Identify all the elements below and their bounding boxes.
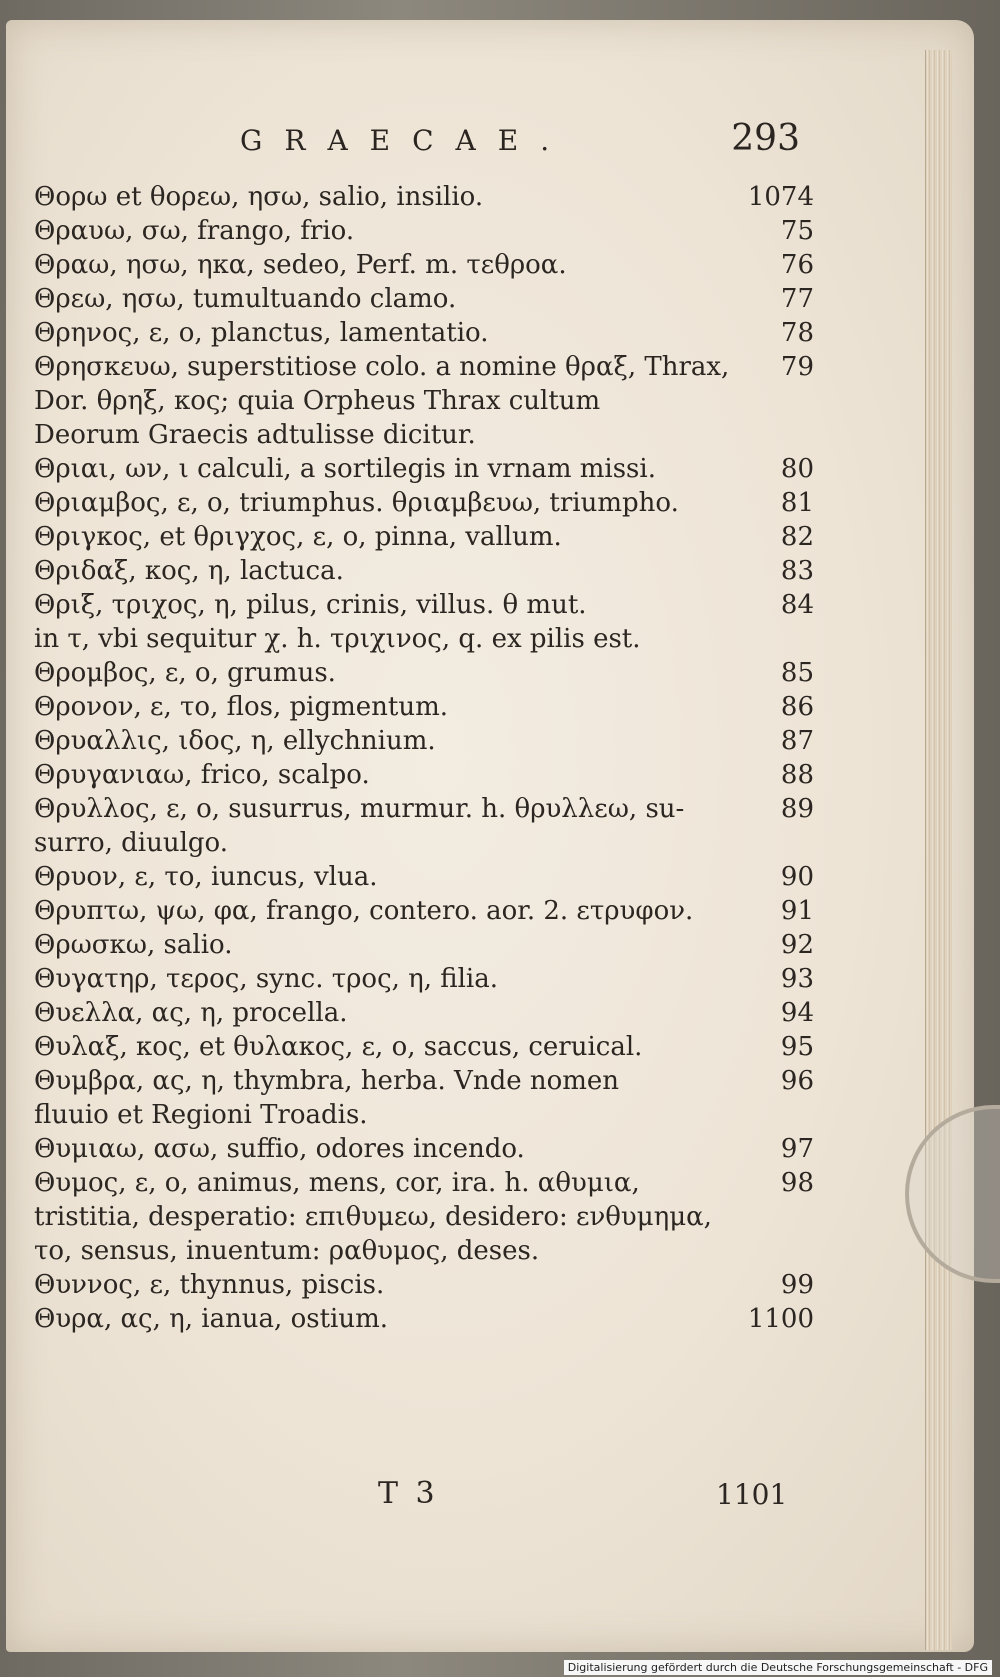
page-footer [0, 1476, 1000, 1516]
entry-number: 76 [780, 250, 814, 280]
entry-number: 1100 [747, 1304, 814, 1334]
entry-text: Θυμος, ε, ο, animus, mens, cor, ira. h. αθυμια, [34, 1168, 640, 1198]
entry-line [34, 554, 814, 588]
entry-text: Θυννος, ε, thynnus, piscis. [34, 1270, 385, 1300]
glossary-entries [34, 180, 814, 1336]
entry-number: 78 [780, 318, 814, 348]
entry-text: Θορω et θορεω, ησω, salio, insilio. [34, 182, 484, 212]
entry-text: Θυρα, ας, η, ianua, ostium. [34, 1304, 389, 1334]
entry-text: tristitia, desperatio: επιθυμεω, desidero: ενθυμημα, [34, 1202, 712, 1232]
entry-number: 87 [780, 726, 814, 756]
entry-text: Deorum Graecis adtulisse dicitur. [34, 420, 476, 450]
entry-text: Θρυον, ε, το, iuncus, vlua. [34, 862, 378, 892]
entry-line [34, 588, 814, 622]
signature-mark: T 3 [378, 1476, 439, 1511]
entry-number: 90 [780, 862, 814, 892]
entry-number: 96 [780, 1066, 814, 1096]
entry-number: 89 [780, 794, 814, 824]
entry-number: 91 [780, 896, 814, 926]
page-number: 293 [731, 118, 800, 159]
entry-text: Θρωσκω, salio. [34, 930, 233, 960]
entry-line [34, 350, 814, 384]
entry-line [34, 1268, 814, 1302]
entry-number: 80 [780, 454, 814, 484]
entry-number: 93 [780, 964, 814, 994]
entry-line [34, 180, 814, 214]
entry-text: Θυλαξ, κος, et θυλακος, ε, ο, saccus, ceruical. [34, 1032, 643, 1062]
entry-number: 79 [780, 352, 814, 382]
entry-number: 92 [780, 930, 814, 960]
entry-line [34, 860, 814, 894]
entry-number: 86 [780, 692, 814, 722]
entry-number: 88 [780, 760, 814, 790]
entry-text: Θρυλλος, ε, ο, susurrus, murmur. h. θρυλλεω, su- [34, 794, 685, 824]
entry-text: Θραυω, σω, frango, frio. [34, 216, 355, 246]
entry-number: 98 [780, 1168, 814, 1198]
catchword: 1101 [716, 1478, 788, 1511]
entry-line [34, 724, 814, 758]
entry-text: το, sensus, inuentum: ραθυμος, deses. [34, 1236, 540, 1266]
entry-number: 82 [780, 522, 814, 552]
digitization-credit: Digitalisierung gefördert durch die Deutsche Forschungsgemeinschaft - DFG [564, 1660, 992, 1675]
entry-line [34, 962, 814, 996]
entry-line [34, 486, 814, 520]
entry-line [34, 282, 814, 316]
entry-line [34, 758, 814, 792]
entry-text: fluuio et Regioni Troadis. [34, 1100, 368, 1130]
entry-text: Θρεω, ησω, tumultuando clamo. [34, 284, 457, 314]
entry-number: 83 [780, 556, 814, 586]
entry-text: Θρησκευω, superstitiose colo. a nomine θραξ, Thrax, [34, 352, 730, 382]
entry-text: Θρυγανιαω, frico, scalpo. [34, 760, 370, 790]
entry-line [34, 214, 814, 248]
entry-number: 95 [780, 1032, 814, 1062]
entry-line [34, 1234, 814, 1268]
entry-line [34, 690, 814, 724]
entry-line [34, 316, 814, 350]
entry-line [34, 248, 814, 282]
entry-line [34, 894, 814, 928]
entry-text: Θριγκος, et θριγχος, ε, ο, pinna, vallum. [34, 522, 562, 552]
entry-number: 99 [780, 1270, 814, 1300]
entry-line [34, 996, 814, 1030]
entry-line [34, 826, 814, 860]
entry-text: Θρυαλλις, ιδος, η, ellychnium. [34, 726, 436, 756]
entry-number: 97 [780, 1134, 814, 1164]
entry-text: Θραω, ησω, ηκα, sedeo, Perf. m. τεθροα. [34, 250, 567, 280]
entry-text: Θρηνος, ε, ο, planctus, lamentatio. [34, 318, 489, 348]
entry-line [34, 1132, 814, 1166]
entry-number: 85 [780, 658, 814, 688]
entry-number: 1074 [747, 182, 814, 212]
page-header [240, 118, 800, 168]
running-head: GRAECAE. [240, 124, 572, 157]
entry-text: Θρυπτω, ψω, φα, frango, contero. aor. 2. ετρυφον. [34, 896, 694, 926]
entry-line [34, 418, 814, 452]
entry-text: surro, diuulgo. [34, 828, 228, 858]
entry-text: Θρονον, ε, το, flos, pigmentum. [34, 692, 448, 722]
entry-text: Θυμβρα, ας, η, thymbra, herba. Vnde nomen [34, 1066, 620, 1096]
entry-text: Θριαμβος, ε, ο, triumphus. θριαμβευω, triumpho. [34, 488, 679, 518]
entry-number: 84 [780, 590, 814, 620]
entry-text: Θυμιαω, ασω, suffio, odores incendo. [34, 1134, 525, 1164]
entry-number: 94 [780, 998, 814, 1028]
entry-line [34, 1166, 814, 1200]
entry-line [34, 792, 814, 826]
entry-line [34, 928, 814, 962]
entry-line [34, 1200, 814, 1234]
entry-text: Θριαι, ων, ι calculi, a sortilegis in vrnam missi. [34, 454, 656, 484]
page-edges [925, 50, 952, 1650]
entry-line [34, 1302, 814, 1336]
entry-text: Θριξ, τριχος, η, pilus, crinis, villus. θ mut. [34, 590, 587, 620]
entry-text: Θυελλα, ας, η, procella. [34, 998, 348, 1028]
entry-line [34, 520, 814, 554]
entry-line [34, 384, 814, 418]
entry-text: Dor. θρηξ, κος; quia Orpheus Thrax cultum [34, 386, 601, 416]
entry-line [34, 1098, 814, 1132]
entry-text: Θρομβος, ε, ο, grumus. [34, 658, 336, 688]
entry-line [34, 452, 814, 486]
entry-line [34, 622, 814, 656]
entry-text: Θυγατηρ, τερος, sync. τρος, η, filia. [34, 964, 499, 994]
entry-text: Θριδαξ, κος, η, lactuca. [34, 556, 344, 586]
entry-line [34, 1030, 814, 1064]
entry-number: 81 [780, 488, 814, 518]
entry-text: in τ, vbi sequitur χ. h. τριχινος, q. ex pilis est. [34, 624, 641, 654]
entry-number: 75 [780, 216, 814, 246]
entry-line [34, 1064, 814, 1098]
entry-number: 77 [780, 284, 814, 314]
entry-line [34, 656, 814, 690]
